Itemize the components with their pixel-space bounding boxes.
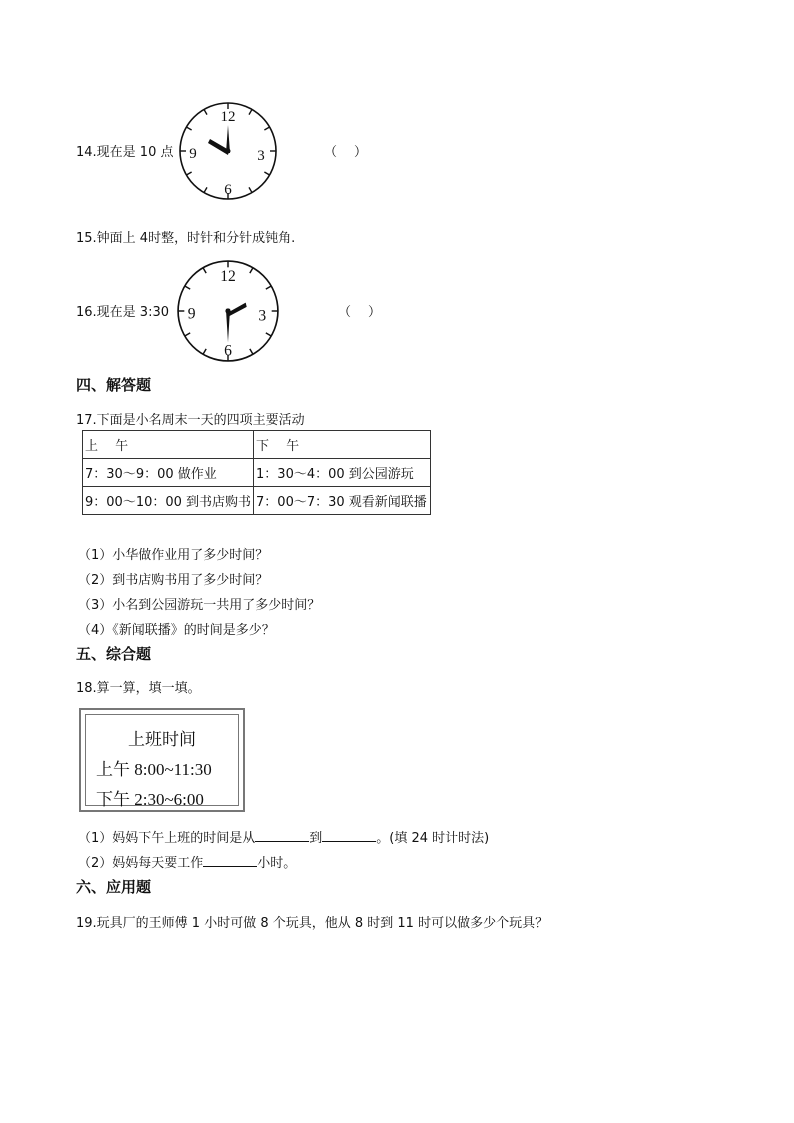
q17-sub-3: （3）小名到公园游玩一共用了多少时间？ [78,598,321,613]
clock-tick [264,127,269,130]
q17-sub-4: （4）《新闻联播》的时间是多少？ [78,623,275,638]
table-cell: 9：00～10：00 到书店购书 [83,487,254,515]
section-5-title: 五、综合题 [76,645,152,663]
clock-tick [250,268,253,273]
answer-blank[interactable] [203,854,257,867]
clock-tick [185,333,190,336]
table-header-morning: 上 午 [83,431,254,459]
table-cell: 7：00～7：30 观看新闻联播 [254,487,431,515]
clock-number-6: 6 [224,182,232,198]
clock-tick [250,349,253,354]
q19-text: 19.玩具厂的王师傅 1 小时可做 8 个玩具，他从 8 时到 11 时可以做多少个玩具？ [76,916,549,931]
clock-tick [249,187,252,192]
clock-number-9: 9 [187,305,196,323]
clock-number-9: 9 [189,146,197,162]
clock-number-3: 3 [258,307,267,325]
table-header-afternoon: 下 午 [254,431,431,459]
activity-table [82,430,431,515]
table-header-row [83,431,431,459]
q16-answer-paren[interactable]: （ ） [338,305,384,320]
q17-sub-2: （2）到书店购书用了多少时间？ [78,573,269,588]
work-hours-morning: 上午 8:00~11:30 [96,760,212,779]
clock-tick [203,349,206,354]
q17-text: 17.下面是小名周末一天的四项主要活动 [76,413,305,428]
q14-answer-paren[interactable]: （ ） [324,145,370,160]
clock-tick [266,333,271,336]
section-4-title: 四、解答题 [76,376,152,394]
table-row [83,459,431,487]
table-cell: 7：30～9：00 做作业 [83,459,254,487]
work-hours-box [79,708,245,812]
work-hours-afternoon: 下午 2:30~6:00 [96,790,204,809]
q15-text: 15.钟面上 4时整，时针和分针成钝角. [76,231,296,246]
clock-3-30 [176,259,280,363]
clock-tick [186,172,191,175]
clock-10-oclock [178,101,278,201]
table-row [83,487,431,515]
clock-tick [264,172,269,175]
clock-number-6: 6 [224,342,232,360]
clock-tick [249,109,252,114]
clock-tick [186,127,191,130]
work-hours-title: 上班时间 [128,730,196,749]
q18-text: 18.算一算，填一填。 [76,681,201,696]
q18-sub-1: （1）妈妈下午上班的时间是从 到 。(填 24 时计时法) [78,831,490,846]
clock-tick [266,286,271,289]
q14-text: 14.现在是 10 点 [76,145,174,160]
clock-tick [204,187,207,192]
clock-number-3: 3 [257,148,265,164]
q18-sub-2: （2）妈妈每天要工作 小时。 [78,856,297,871]
clock-number-12: 12 [220,267,236,285]
clock-number-12: 12 [220,109,236,125]
answer-blank[interactable] [255,829,309,842]
section-6-title: 六、应用题 [76,878,152,896]
q16-text: 16.现在是 3:30 [76,305,169,320]
clock-tick [204,109,207,114]
table-cell: 1：30～4：00 到公园游玩 [254,459,431,487]
clock-tick [185,286,190,289]
answer-blank[interactable] [322,829,376,842]
q17-sub-1: （1）小华做作业用了多少时间？ [78,548,269,563]
hour-hand [208,139,229,155]
clock-tick [203,268,206,273]
